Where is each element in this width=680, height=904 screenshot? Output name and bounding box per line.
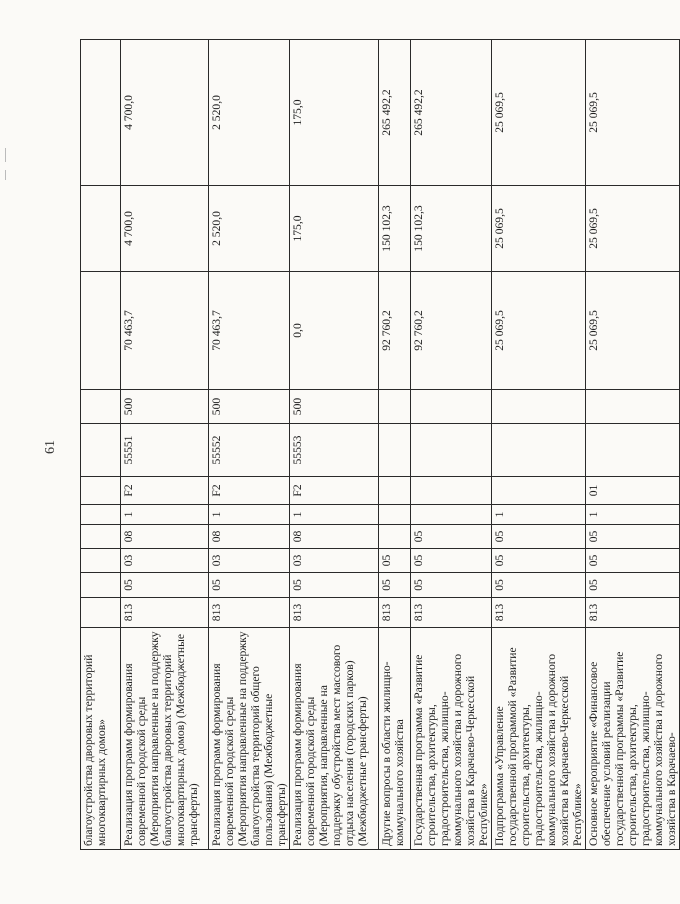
table-row bbox=[289, 40, 378, 850]
table-row bbox=[410, 40, 491, 850]
amount-2022-cell: 175,0 bbox=[289, 186, 378, 272]
section-code-cell: 05 bbox=[491, 573, 585, 598]
amount-2022-cell: 150 102,3 bbox=[410, 186, 491, 272]
subprogram-code-cell bbox=[81, 505, 121, 525]
event-code-cell bbox=[491, 477, 585, 505]
row-name-cell: Подпрограмма «Управление государственной программой «Развитие строительства, архитектуры, градостроительства, жилищно-коммунального хозяйства и дорожного хозяйства в Карачаево-Черкесской Республике» bbox=[491, 628, 585, 850]
direction-code-cell bbox=[585, 424, 679, 477]
subprogram-code-cell bbox=[410, 505, 491, 525]
amount-2022-cell: 2 520,0 bbox=[209, 186, 290, 272]
program-code-cell: 05 bbox=[585, 525, 679, 549]
section-code-cell bbox=[81, 573, 121, 598]
amount-2023-cell: 25 069,5 bbox=[491, 40, 585, 186]
amount-2023-cell bbox=[81, 40, 121, 186]
amount-2021-cell bbox=[81, 272, 121, 390]
expense-type-code-cell bbox=[585, 390, 679, 424]
amount-2021-cell: 92 760,2 bbox=[378, 272, 410, 390]
row-name-cell: Другие вопросы в области жилищно-коммунального хозяйства bbox=[378, 628, 410, 850]
row-name-cell: благоустройства дворовых территорий многоквартирных домов» bbox=[81, 628, 121, 850]
section-code-cell: 05 bbox=[585, 573, 679, 598]
subprogram-code-cell bbox=[378, 505, 410, 525]
section-code-cell: 05 bbox=[121, 573, 209, 598]
table-row bbox=[209, 40, 290, 850]
subsection-code-cell: 03 bbox=[121, 549, 209, 573]
subsection-code-cell: 05 bbox=[491, 549, 585, 573]
amount-2022-cell bbox=[81, 186, 121, 272]
section-code-cell: 05 bbox=[209, 573, 290, 598]
scan-edge-mark bbox=[5, 170, 6, 180]
direction-code-cell: 55552 bbox=[209, 424, 290, 477]
amount-2023-cell: 4 700,0 bbox=[121, 40, 209, 186]
event-code-cell bbox=[378, 477, 410, 505]
amount-2023-cell: 2 520,0 bbox=[209, 40, 290, 186]
row-name-cell: Реализация программ формирования современной городской среды (Мероприятия, направленные на поддержку обустройства мест массового отдыха населения (городских парков) (Межбюджетные трансферты) bbox=[289, 628, 378, 850]
subsection-code-cell bbox=[81, 549, 121, 573]
amount-2022-cell: 25 069,5 bbox=[491, 186, 585, 272]
amount-2021-cell: 70 463,7 bbox=[209, 272, 290, 390]
table-row bbox=[81, 40, 121, 850]
amount-2023-cell: 175,0 bbox=[289, 40, 378, 186]
event-code-cell: 01 bbox=[585, 477, 679, 505]
budget-code-cell: 813 bbox=[209, 598, 290, 628]
budget-code-cell: 813 bbox=[585, 598, 679, 628]
budget-code-cell: 813 bbox=[410, 598, 491, 628]
budget-code-cell: 813 bbox=[378, 598, 410, 628]
program-code-cell: 05 bbox=[410, 525, 491, 549]
amount-2021-cell: 25 069,5 bbox=[491, 272, 585, 390]
subsection-code-cell: 03 bbox=[209, 549, 290, 573]
budget-code-cell: 813 bbox=[121, 598, 209, 628]
direction-code-cell bbox=[81, 424, 121, 477]
row-name-cell: Реализация программ формирования современной городской среды (Мероприятия направленные на поддержку благоустройства дворовых территорий многоквартирных домов) (Межбюджетные трансферты) bbox=[121, 628, 209, 850]
event-code-cell bbox=[81, 477, 121, 505]
event-code-cell: F2 bbox=[209, 477, 290, 505]
subsection-code-cell: 05 bbox=[410, 549, 491, 573]
table-row bbox=[378, 40, 410, 850]
subsection-code-cell: 05 bbox=[585, 549, 679, 573]
section-code-cell: 05 bbox=[410, 573, 491, 598]
direction-code-cell: 55551 bbox=[121, 424, 209, 477]
subprogram-code-cell: 1 bbox=[289, 505, 378, 525]
expense-type-code-cell bbox=[81, 390, 121, 424]
event-code-cell: F2 bbox=[289, 477, 378, 505]
amount-2023-cell: 25 069,5 bbox=[585, 40, 679, 186]
expense-type-code-cell bbox=[410, 390, 491, 424]
program-code-cell bbox=[378, 525, 410, 549]
subprogram-code-cell: 1 bbox=[121, 505, 209, 525]
direction-code-cell bbox=[491, 424, 585, 477]
program-code-cell: 08 bbox=[289, 525, 378, 549]
subprogram-code-cell: 1 bbox=[209, 505, 290, 525]
section-code-cell: 05 bbox=[289, 573, 378, 598]
amount-2021-cell: 92 760,2 bbox=[410, 272, 491, 390]
event-code-cell: F2 bbox=[121, 477, 209, 505]
program-code-cell bbox=[81, 525, 121, 549]
program-code-cell: 08 bbox=[209, 525, 290, 549]
amount-2022-cell: 25 069,5 bbox=[585, 186, 679, 272]
budget-code-cell bbox=[81, 598, 121, 628]
table-row bbox=[121, 40, 209, 850]
budget-code-cell: 813 bbox=[289, 598, 378, 628]
amount-2023-cell: 265 492,2 bbox=[410, 40, 491, 186]
subsection-code-cell: 03 bbox=[289, 549, 378, 573]
subprogram-code-cell: 1 bbox=[491, 505, 585, 525]
budget-code-cell: 813 bbox=[491, 598, 585, 628]
expense-type-code-cell bbox=[378, 390, 410, 424]
subprogram-code-cell: 1 bbox=[585, 505, 679, 525]
row-name-cell: Реализация программ формирования современной городской среды (Мероприятия направленные на поддержку благоустройства территорий общего пользования) (Межбюджетные трансферты) bbox=[209, 628, 290, 850]
event-code-cell bbox=[410, 477, 491, 505]
program-code-cell: 08 bbox=[121, 525, 209, 549]
table-row bbox=[585, 40, 679, 850]
direction-code-cell: 55553 bbox=[289, 424, 378, 477]
amount-2021-cell: 0,0 bbox=[289, 272, 378, 390]
table-body bbox=[81, 40, 680, 850]
amount-2022-cell: 4 700,0 bbox=[121, 186, 209, 272]
row-name-cell: Государственная программа «Развитие строительства, архитектуры, градостроительства, жилищно-коммунального хозяйства и дорожного хозяйства в Карачаево-Черкесской Республике» bbox=[410, 628, 491, 850]
amount-2023-cell: 265 492,2 bbox=[378, 40, 410, 186]
table-row bbox=[491, 40, 585, 850]
expense-type-code-cell bbox=[491, 390, 585, 424]
budget-table bbox=[80, 39, 680, 850]
expense-type-code-cell: 500 bbox=[121, 390, 209, 424]
rotated-page-content bbox=[80, 40, 678, 850]
expense-type-code-cell: 500 bbox=[209, 390, 290, 424]
page-number: 61 bbox=[43, 440, 58, 454]
expense-type-code-cell: 500 bbox=[289, 390, 378, 424]
amount-2021-cell: 25 069,5 bbox=[585, 272, 679, 390]
scan-edge-mark bbox=[5, 148, 6, 162]
direction-code-cell bbox=[410, 424, 491, 477]
subsection-code-cell: 05 bbox=[378, 549, 410, 573]
amount-2022-cell: 150 102,3 bbox=[378, 186, 410, 272]
direction-code-cell bbox=[378, 424, 410, 477]
row-name-cell: Основное мероприятие «Финансовое обеспечение условий реализации государственной программы «Развитие строительства, архитектуры, градостроительства, жилищно-коммунального хозяйства и дорожного хозяйства в Карачаево- bbox=[585, 628, 679, 850]
amount-2021-cell: 70 463,7 bbox=[121, 272, 209, 390]
program-code-cell: 05 bbox=[491, 525, 585, 549]
section-code-cell: 05 bbox=[378, 573, 410, 598]
